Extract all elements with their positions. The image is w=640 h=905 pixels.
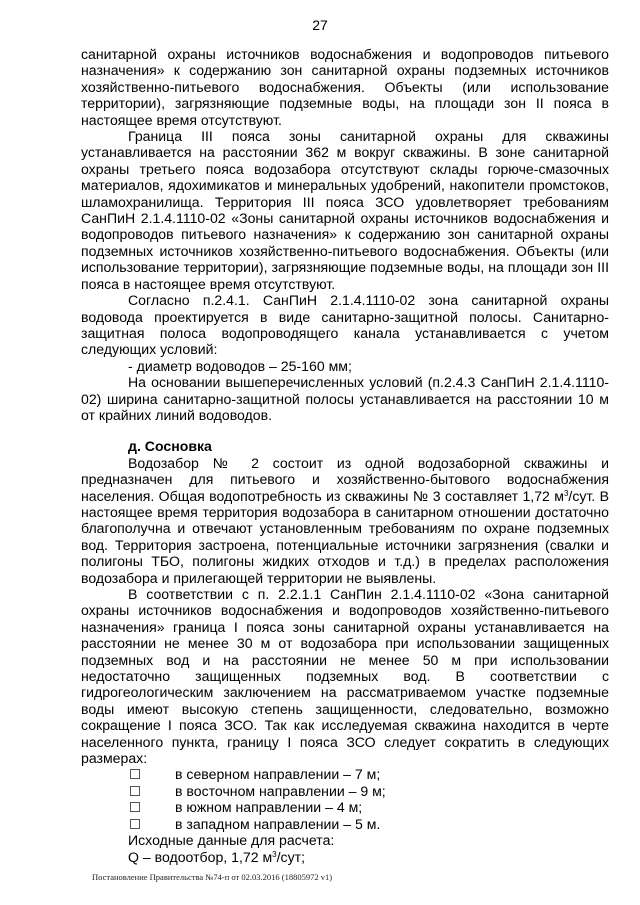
- footer-note: Постановление Правительства №74-п от 02.03.2016 (18805972 v1): [92, 872, 333, 882]
- paragraph-part: /сут. В настоящее время территория водозабора в санитарном отношении достаточно благополучна и отвечают установленным требованиям по охране подземных вод. Территория застроена, потенциальные источники загрязнения (свалки и полигоны ТБО, полигоны жидких отходов и т.д.) в пределах расположения водозабора и прилегающей территории не выявлены.: [81, 487, 610, 586]
- paragraph: Согласно п.2.4.1. СанПиН 2.1.4.1110-02 зона санитарной охраны водовода проектируется в виде санитарно-защитной полосы. Санитарно-защитная полоса водопроводящего канала устанавливается с учетом следующих условий:: [81, 292, 609, 358]
- section-heading: д. Сосновка: [128, 438, 212, 455]
- bullet-text: в северном направлении – 7 м;: [175, 766, 381, 783]
- page-number: 27: [312, 17, 328, 33]
- calc-text: Q – водоотбор, 1,72 м: [128, 848, 273, 865]
- checkbox-bullet-icon: [130, 802, 140, 812]
- bullet-item: [81, 783, 609, 799]
- bullet-item: [81, 766, 609, 782]
- checkbox-bullet-icon: [130, 769, 140, 779]
- superscript: 3: [272, 849, 277, 859]
- bullet-text: в южном направлении – 4 м;: [175, 799, 363, 816]
- bullet-item: [81, 799, 609, 815]
- paragraph: В соответствии с п. 2.2.1.1 СанПин 2.1.4.1110-02 «Зона санитарной охраны источников водоснабжения и водопроводов хозяйственно-питьевого назначения» граница I пояса зоны санитарной охраны устанавливается на расстоянии не менее 30 м от водозабора при использовании защищенных подземных вод и на расстоянии не менее 50 м при использовании недостаточно защищенных подземных вод. В соответствии с гидрогеологическим заключением на рассматриваемом участке подземные воды имеют высокую степень защищенности, следовательно, возможно сокращение I пояса ЗСО. Так как исследуемая скважина находится в черте населенного пункта, границу I пояса ЗСО следует сократить в следующих размерах:: [81, 586, 609, 767]
- document-body: [81, 46, 609, 865]
- checkbox-bullet-icon: [130, 786, 140, 796]
- calc-line: [81, 849, 609, 865]
- paragraph: Граница III пояса зоны санитарной охраны для скважины устанавливается на расстоянии 362 м вокруг скважины. В зоне санитарной охраны третьего пояса водозабора отсутствуют склады горюче-смазочных материалов, ядохимикатов и минеральных удобрений, накопители промстоков, шламохранилища. Территория III пояса ЗСО удовлетворяет требованиям СанПиН 2.1.4.1110-02 «Зоны санитарной охраны источников водоснабжения и водопроводов питьевого назначения» к содержанию зон санитарной охраны подземных источников хозяйственно-питьевого водоснабжения. Объекты (или использование территории), загрязняющие подземные воды, на площади зон III пояса в настоящее время отсутствуют.: [81, 128, 609, 292]
- calc-label: Исходные данные для расчета:: [128, 832, 335, 849]
- paragraph: санитарной охраны источников водоснабжения и водопроводов питьевого назначения» к содержанию зон санитарной охраны подземных источников хозяйственно-питьевого водоснабжения. Объекты (или использование территории), загрязняющие подземные воды, на площади зон II пояса в настоящее время отсутствуют.: [81, 46, 609, 128]
- bullet-text: в восточном направлении – 9 м;: [175, 782, 386, 799]
- checkbox-bullet-icon: [130, 819, 140, 829]
- paragraph: [81, 455, 609, 586]
- bullet-item: [81, 816, 609, 832]
- calc-text: /сут;: [276, 848, 305, 865]
- paragraph: На основании вышеперечисленных условий (п.2.4.3 СанПиН 2.1.4.1110-02) ширина санитарно-защитной полосы устанавливается на расстоянии 10 м от крайних линий водоводов.: [81, 374, 609, 423]
- paragraph-part: Водозабор № 2 состоит из одной водозаборной скважины и предназначен для питьевого и хозяйственно-бытового водоснабжения населения. Общая водопотребность из скважины № 3 составляет 1,72 м: [81, 454, 609, 504]
- bullet-text: в западном направлении – 5 м.: [175, 815, 381, 832]
- superscript: 3: [563, 488, 569, 498]
- list-item: - диаметр водоводов – 25-160 мм;: [128, 357, 352, 374]
